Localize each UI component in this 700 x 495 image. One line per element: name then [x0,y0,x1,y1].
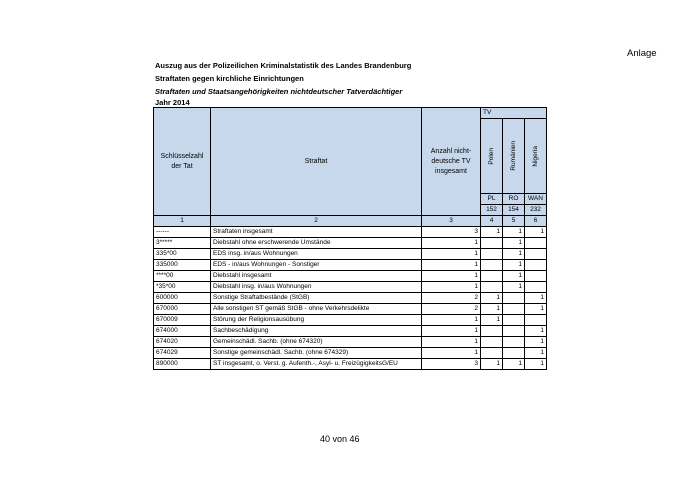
cell-key: 3***** [154,238,211,249]
header-key: Schlüsselzahl der Tat [154,108,211,216]
cell-key: 335*00 [154,249,211,260]
cell-pl: 1 [481,359,503,370]
cell-pl [481,260,503,271]
cell-total: 1 [422,315,481,326]
cell-key: ------ [154,227,211,238]
cell-offense: Sachbeschädigung [211,326,422,337]
cell-total: 3 [422,227,481,238]
cell-offense: Alle sonstigen ST gemäß StGB - ohne Verkehrsdelikte [211,304,422,315]
cell-wan: 1 [525,227,547,238]
cell-key: ****00 [154,271,211,282]
cell-ro: 1 [503,271,525,282]
cell-key: 674020 [154,337,211,348]
cell-pl [481,249,503,260]
header-num-wan: 232 [525,205,547,216]
table-row [154,293,547,304]
header-offense: Straftat [211,108,422,216]
cell-wan: 1 [525,348,547,359]
cell-pl [481,326,503,337]
cell-total: 3 [422,359,481,370]
col-number: 2 [211,216,422,227]
cell-ro: 1 [503,249,525,260]
col-number: 5 [503,216,525,227]
header-code-ro: RO [503,194,525,205]
header-code-pl: PL [481,194,503,205]
cell-offense: ST insgesamt, o. Verst. g. Aufenth.-, Asyl- u. FreizügigkeitsG/EU [211,359,422,370]
cell-offense: EDS insg. in/aus Wohnungen [211,249,422,260]
cell-total: 1 [422,238,481,249]
cell-pl [481,271,503,282]
table-row [154,348,547,359]
cell-ro: 1 [503,227,525,238]
cell-offense: Straftaten insgesamt [211,227,422,238]
cell-offense: Sonstige gemeinschädl. Sachb. (ohne 674329) [211,348,422,359]
cell-wan: 1 [525,359,547,370]
cell-ro [503,337,525,348]
header-tv: TV [481,108,547,119]
cell-pl [481,337,503,348]
cell-wan [525,238,547,249]
cell-total: 1 [422,337,481,348]
cell-pl: 1 [481,315,503,326]
table-row [154,304,547,315]
cell-total: 1 [422,271,481,282]
cell-wan [525,271,547,282]
cell-key: 670000 [154,304,211,315]
cell-pl [481,348,503,359]
cell-key: *35*00 [154,282,211,293]
cell-wan: 1 [525,326,547,337]
cell-ro [503,348,525,359]
cell-total: 2 [422,293,481,304]
cell-offense: Gemeinschädl. Sachb. (ohne 674320) [211,337,422,348]
document-subtitle-italic: Straftaten und Staatsangehörigkeiten nichtdeutscher Tatverdächtiger [155,87,403,96]
cell-key: 890000 [154,359,211,370]
cell-offense: Diebstahl insgesamt [211,271,422,282]
header-country-ro: Rumänien [503,119,525,194]
cell-ro [503,326,525,337]
cell-key: 670009 [154,315,211,326]
statistics-table [153,107,547,370]
header-num-ro: 154 [503,205,525,216]
cell-total: 2 [422,304,481,315]
cell-key: 335000 [154,260,211,271]
cell-ro [503,304,525,315]
cell-wan: 1 [525,337,547,348]
col-number: 6 [525,216,547,227]
table-row [154,238,547,249]
table-row [154,249,547,260]
cell-offense: Sonstige Straftatbestände (StGB) [211,293,422,304]
cell-offense: Diebstahl insg. in/aus Wohnungen [211,282,422,293]
cell-total: 1 [422,260,481,271]
cell-pl: 1 [481,293,503,304]
cell-ro [503,293,525,304]
cell-pl [481,238,503,249]
cell-pl [481,282,503,293]
table-row [154,337,547,348]
cell-wan: 1 [525,293,547,304]
header-code-wan: WAN [525,194,547,205]
cell-total: 1 [422,282,481,293]
table-row [154,282,547,293]
cell-ro [503,315,525,326]
annex-label: Anlage [627,48,657,59]
cell-pl: 1 [481,304,503,315]
cell-wan [525,249,547,260]
cell-ro: 1 [503,359,525,370]
col-number: 4 [481,216,503,227]
header-count: Anzahl nicht-deutsche TV insgesamt [422,108,481,216]
document-title: Auszug aus der Polizeilichen Kriminalstatistik des Landes Brandenburg [155,61,412,70]
cell-key: 674029 [154,348,211,359]
document-subtitle: Straftaten gegen kirchliche Einrichtungen [155,74,304,83]
cell-ro: 1 [503,282,525,293]
cell-offense: Diebstahl ohne erschwerende Umstände [211,238,422,249]
header-country-pl: Polen [481,119,503,194]
header-country-wan: Nigeria [525,119,547,194]
table-row [154,271,547,282]
document-year: Jahr 2014 [155,98,190,107]
cell-offense: Störung der Religionsausübung [211,315,422,326]
table-row [154,315,547,326]
cell-total: 1 [422,249,481,260]
cell-offense: EDS - in/aus Wohnungen - Sonstiger [211,260,422,271]
header-num-pl: 152 [481,205,503,216]
col-number: 3 [422,216,481,227]
cell-key: 600000 [154,293,211,304]
cell-wan [525,282,547,293]
col-number: 1 [154,216,211,227]
cell-key: 674000 [154,326,211,337]
table-row [154,227,547,238]
cell-ro: 1 [503,238,525,249]
table-row [154,260,547,271]
page-number: 40 von 46 [320,434,360,444]
cell-total: 1 [422,326,481,337]
cell-wan [525,315,547,326]
cell-ro: 1 [503,260,525,271]
table-row [154,326,547,337]
cell-wan [525,260,547,271]
table-row [154,359,547,370]
cell-wan: 1 [525,304,547,315]
cell-total: 1 [422,348,481,359]
cell-pl: 1 [481,227,503,238]
